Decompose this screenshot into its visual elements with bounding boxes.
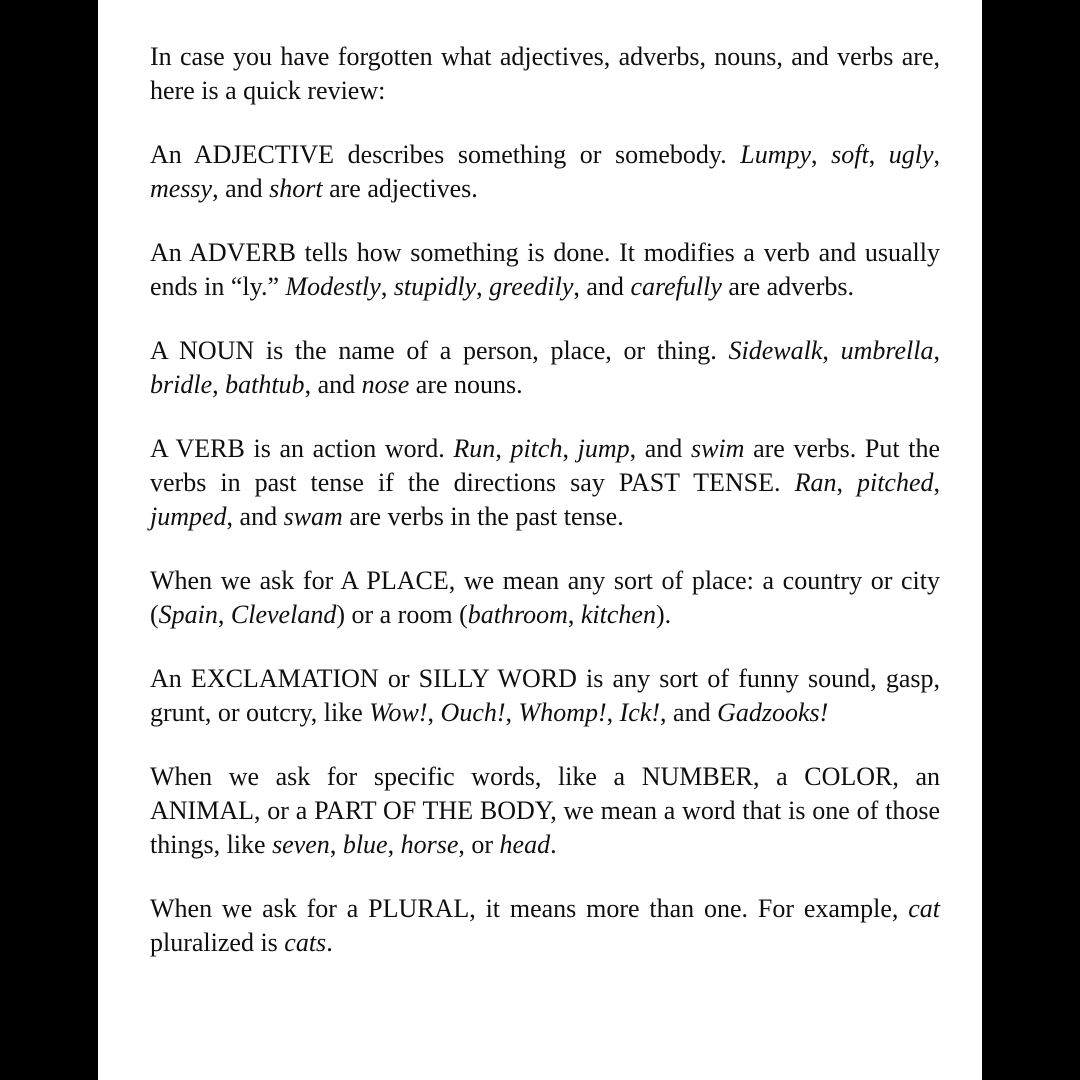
italic-example-word: stupidly — [393, 272, 477, 301]
body-text: , and — [660, 698, 718, 727]
body-text: , — [606, 698, 620, 727]
body-text: . — [550, 830, 557, 859]
body-text: , — [495, 434, 511, 463]
italic-example-word: umbrella — [840, 336, 934, 365]
italic-example-word: Ick! — [619, 698, 661, 727]
italic-example-word: Wow! — [369, 698, 428, 727]
body-text: , — [212, 370, 226, 399]
italic-example-word: messy — [150, 174, 213, 203]
body-text: are verbs. Put the verbs in past tense if the directions say PAST TENSE. — [150, 434, 940, 497]
body-text: When we ask for A PLACE, we mean any sort of place: a country or city ( — [150, 566, 940, 629]
body-text: , — [329, 830, 343, 859]
body-text: A NOUN is the name of a person, place, or thing. — [150, 336, 729, 365]
italic-example-word: carefully — [630, 272, 722, 301]
body-text: , — [836, 468, 857, 497]
body-text: , — [933, 140, 941, 169]
paragraph — [150, 662, 940, 730]
body-text: pluralized is — [150, 928, 285, 957]
body-text: are verbs in the past tense. — [342, 502, 624, 531]
body-text: An ADJECTIVE describes something or somebody. — [150, 140, 741, 169]
body-text: , and — [573, 272, 631, 301]
body-text: , — [380, 272, 394, 301]
italic-example-word: Run — [453, 434, 496, 463]
italic-example-word: Sidewalk — [728, 336, 823, 365]
italic-example-word: bathroom — [467, 600, 568, 629]
page-text — [150, 40, 940, 990]
italic-example-word: swim — [690, 434, 745, 463]
paragraph — [150, 138, 940, 206]
body-text: , or — [458, 830, 500, 859]
italic-example-word: blue — [342, 830, 388, 859]
body-text: , and — [212, 174, 270, 203]
paragraph — [150, 432, 940, 534]
paragraph — [150, 564, 940, 632]
italic-example-word: Gadzooks! — [717, 698, 829, 727]
body-text: are adjectives. — [322, 174, 478, 203]
italic-example-word: pitched — [856, 468, 934, 497]
italic-example-word: ugly — [888, 140, 934, 169]
body-text: , — [427, 698, 441, 727]
body-text: , — [387, 830, 401, 859]
body-text: are adverbs. — [721, 272, 854, 301]
body-text: , — [476, 272, 490, 301]
body-text: , — [933, 336, 940, 365]
italic-example-word: bathtub — [225, 370, 305, 399]
italic-example-word: swam — [283, 502, 343, 531]
italic-example-word: cat — [908, 894, 940, 923]
italic-example-word: Spain — [158, 600, 218, 629]
body-text: When we ask for specific words, like a NUMBER, a COLOR, an ANIMAL, or a PART OF THE BODY, we mean a word that is one of those things, like — [150, 762, 940, 859]
italic-example-word: horse — [400, 830, 459, 859]
body-text: , — [822, 336, 841, 365]
paragraph — [150, 334, 940, 402]
body-text: , — [933, 468, 941, 497]
body-text: . — [326, 928, 333, 957]
italic-example-word: kitchen — [580, 600, 656, 629]
body-text: are nouns. — [409, 370, 523, 399]
italic-example-word: head — [499, 830, 551, 859]
body-text: , — [811, 140, 832, 169]
body-text: , and — [226, 502, 284, 531]
body-text: , and — [629, 434, 691, 463]
italic-example-word: nose — [361, 370, 410, 399]
body-text: An ADVERB tells how something is done. It modifies a verb and usually ends in “ly.” — [150, 238, 940, 301]
italic-example-word: Ran — [794, 468, 837, 497]
italic-example-word: bridle — [150, 370, 213, 399]
body-text: When we ask for a PLURAL, it means more than one. For example, — [150, 894, 909, 923]
body-text: , — [562, 434, 578, 463]
paragraph — [150, 892, 940, 960]
body-text: , — [217, 600, 231, 629]
italic-example-word: Lumpy — [740, 140, 812, 169]
paragraph — [150, 760, 940, 862]
italic-example-word: cats — [284, 928, 327, 957]
italic-example-word: jump — [577, 434, 630, 463]
italic-example-word: seven — [272, 830, 330, 859]
italic-example-word: soft — [831, 140, 869, 169]
italic-example-word: jumped — [150, 502, 227, 531]
body-text: , — [505, 698, 519, 727]
italic-example-word: Ouch! — [440, 698, 506, 727]
italic-example-word: Cleveland — [230, 600, 337, 629]
body-text: In case you have forgotten what adjectives, adverbs, nouns, and verbs are, here is a quick review: — [150, 42, 940, 105]
italic-example-word: Modestly — [285, 272, 381, 301]
body-text: , — [567, 600, 581, 629]
body-text: , and — [304, 370, 362, 399]
right-black-border — [982, 0, 1080, 1080]
body-text: An EXCLAMATION or SILLY WORD is any sort of funny sound, gasp, grunt, or outcry, like — [150, 664, 940, 727]
paragraph — [150, 236, 940, 304]
body-text: ) or a room ( — [336, 600, 468, 629]
left-black-border — [0, 0, 98, 1080]
italic-example-word: pitch — [510, 434, 563, 463]
paragraph — [150, 40, 940, 108]
italic-example-word: short — [269, 174, 323, 203]
body-text: A VERB is an action word. — [150, 434, 454, 463]
body-text: ). — [655, 600, 672, 629]
italic-example-word: Whomp! — [518, 698, 607, 727]
italic-example-word: greedily — [489, 272, 574, 301]
body-text: , — [868, 140, 889, 169]
